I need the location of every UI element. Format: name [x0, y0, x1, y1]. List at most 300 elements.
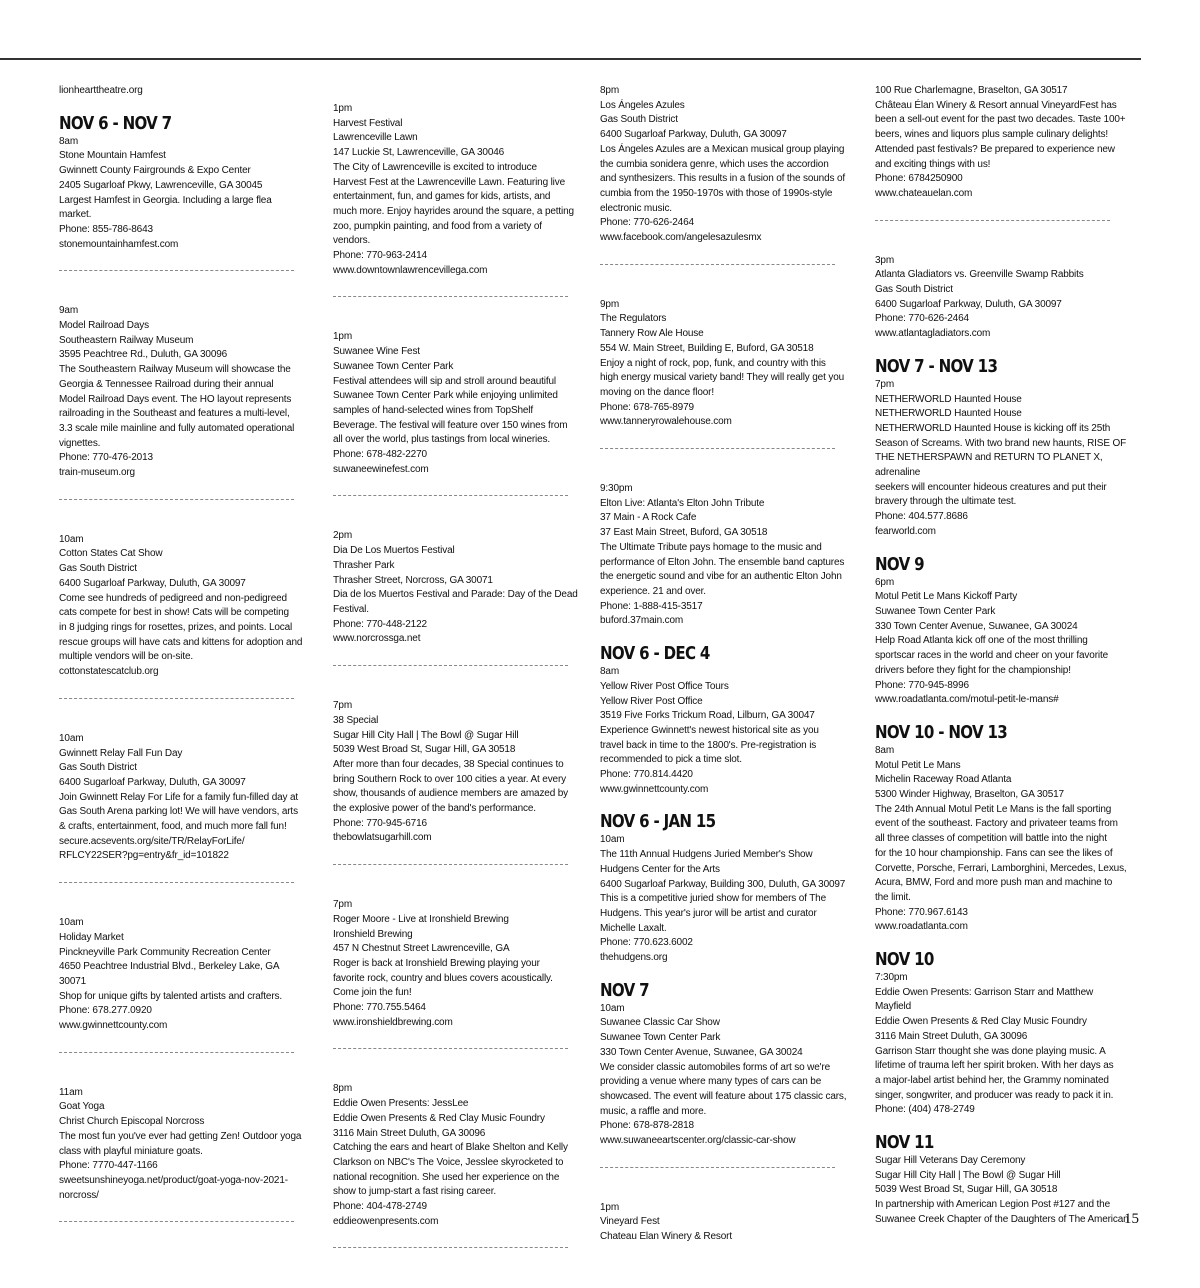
event-line: THE NETHERSPAWN and RETURN TO PLANET X, adrenaline	[875, 452, 1103, 479]
event-line: Michelin Raceway Road Atlanta	[875, 774, 1012, 786]
event-line: Los Ángeles Azules are a Mexican musical group playing	[600, 143, 845, 155]
date-heading: NOV 7	[600, 980, 649, 1001]
event-line: Festival attendees will sip and stroll around beautiful	[333, 375, 556, 387]
event-line: showcased. The event will feature about 175 classic cars,	[600, 1090, 847, 1102]
event-line: The 24th Annual Motul Petit Le Mans is the fall sporting	[875, 803, 1112, 815]
event-line: a major-label artist behind her, the Grammy nominated	[875, 1074, 1109, 1086]
date-heading: NOV 11	[875, 1133, 934, 1154]
date-section	[600, 811, 858, 833]
event-line: buford.37main.com	[600, 615, 684, 627]
event-line: Phone: 770.814.4420	[600, 769, 693, 781]
event-line: Phone: 770.755.5464	[333, 1002, 426, 1014]
event-separator	[333, 864, 568, 865]
event-line: Eddie Owen Presents & Red Clay Music Foundry	[875, 1016, 1087, 1028]
column-1	[59, 84, 309, 1255]
event-separator	[333, 1247, 568, 1248]
event-line: 8am	[875, 744, 895, 756]
event-line: Phone: 855-786-8643	[59, 223, 153, 235]
event-line: Sugar Hill Veterans Day Ceremony	[875, 1155, 1026, 1167]
event-line: Experience Gwinnett's newest historical site as you	[600, 724, 819, 736]
event-line: Suwanee Classic Car Show	[600, 1017, 720, 1029]
event-line: 2pm	[333, 530, 353, 542]
date-section	[59, 113, 309, 135]
event-line: 8am	[59, 135, 79, 147]
event-line: We consider classic automobiles forms of art so we're	[600, 1061, 830, 1073]
date-section	[875, 949, 1133, 971]
event-separator	[59, 270, 294, 271]
event-line: Southeastern Railway Museum	[59, 334, 194, 346]
event-line: suwaneewinefest.com	[333, 463, 429, 475]
event-line: Harvest Fest at the Lawrenceville Lawn. Featuring live	[333, 176, 566, 188]
event-line: lifetime of trauma left her spirit broken. With her days as	[875, 1060, 1114, 1072]
date-section	[600, 980, 858, 1002]
event-line: 10am	[600, 1002, 625, 1014]
event-line: sportscar races in the world and cheer on your favorite	[875, 650, 1108, 662]
event-line: bravery through the ultimate test.	[875, 496, 1017, 508]
event-line: Phone: 678-765-8979	[600, 401, 694, 413]
event-line: Gas South District	[59, 563, 137, 575]
event-listing	[875, 1154, 1133, 1228]
event-line: vendors.	[333, 235, 371, 247]
column-4	[875, 84, 1133, 1228]
event-line: beers, wines and liquors plus sample culinary delights!	[875, 129, 1108, 141]
event-line: This is a competitive juried show for members of The	[600, 893, 826, 905]
event-line: RFLCY22SER?pg=entry&fr_id=101822	[59, 850, 229, 862]
event-line: Phone: 6784250900	[875, 173, 963, 185]
event-line: Shop for unique gifts by talented artists and crafters.	[59, 990, 282, 1002]
event-listing	[875, 744, 1133, 935]
event-line: 6400 Sugarloaf Parkway, Duluth, GA 30097	[59, 776, 246, 788]
event-line: NETHERWORLD Haunted House	[875, 393, 1022, 405]
event-separator	[59, 882, 294, 883]
event-line: seekers will encounter hideous creatures and put their	[875, 481, 1107, 493]
event-line: Sugar Hill City Hall | The Bowl @ Sugar Hill	[333, 729, 519, 741]
event-line: sweetsunshineyoga.net/product/goat-yoga-nov-2021-	[59, 1174, 288, 1186]
event-line: After more than four decades, 38 Special continues to	[333, 758, 564, 770]
event-line: 4650 Peachtree Industrial Blvd., Berkeley Lake, GA	[59, 961, 280, 973]
event-line: Mayfield	[875, 1001, 912, 1013]
event-line: The Southeastern Railway Museum will showcase the	[59, 364, 291, 376]
event-line: Hudgens. This year's juror will be artist and curator	[600, 907, 817, 919]
event-line: Join Gwinnett Relay For Life for a family fun-filled day at	[59, 791, 299, 803]
event-line: Enjoy a night of rock, pop, funk, and country with this	[600, 357, 826, 369]
event-line: 1pm	[600, 1201, 620, 1213]
event-separator	[333, 665, 568, 666]
event-line: 7pm	[333, 700, 353, 712]
event-line: providing a venue where many types of cars can be	[600, 1076, 822, 1088]
event-line: cottonstatescatclub.org	[59, 666, 159, 678]
event-line: electronic music.	[600, 202, 672, 214]
event-line: 8am	[600, 666, 620, 678]
event-line: NETHERWORLD Haunted House	[875, 408, 1022, 420]
event-line: Phone: 404.577.8686	[875, 511, 968, 523]
event-line: 3116 Main Street Duluth, GA 30096	[875, 1030, 1028, 1042]
event-line: show to jump-start a fast rising career.	[333, 1186, 496, 1198]
event-line: Gas South District	[600, 114, 678, 126]
event-line: 3pm	[875, 254, 895, 266]
event-line: Vineyard Fest	[600, 1216, 660, 1228]
event-line: Cotton States Cat Show	[59, 548, 163, 560]
event-line: NETHERWORLD Haunted House is kicking off its 25th	[875, 422, 1111, 434]
event-separator	[875, 220, 1110, 221]
event-line: 5039 West Broad St, Sugar Hill, GA 30518	[875, 1184, 1058, 1196]
event-line: Season of Screams. With two brand new haunts, RISE OF	[875, 437, 1127, 449]
event-separator	[600, 1167, 835, 1168]
event-line: 9:30pm	[600, 483, 633, 495]
event-line: Phone: 770-626-2464	[600, 217, 694, 229]
event-line: Gas South Arena parking lot! We will have vendors, arts	[59, 806, 298, 818]
event-line: class with playful miniature goats.	[59, 1145, 203, 1157]
event-line: 330 Town Center Avenue, Suwanee, GA 30024	[600, 1046, 803, 1058]
event-separator	[333, 296, 568, 297]
event-listing	[600, 1002, 858, 1149]
event-line: Eddie Owen Presents & Red Clay Music Foundry	[333, 1112, 545, 1124]
event-line: and synthesizers. This results in a fusion of the sounds of	[600, 173, 845, 185]
event-line: 3.3 scale mile mainline and fully automated operational	[59, 422, 295, 434]
event-listing	[333, 330, 585, 477]
event-line: 7pm	[333, 899, 353, 911]
event-line: Garrison Starr thought she was done playing music. A	[875, 1045, 1106, 1057]
event-line: Motul Petit Le Mans	[875, 759, 961, 771]
event-line: 3519 Five Forks Trickum Road, Lilburn, GA 30047	[600, 710, 815, 722]
event-line: 10am	[59, 533, 84, 545]
event-line: 1pm	[333, 103, 353, 114]
event-line: Phone: 770-476-2013	[59, 452, 153, 464]
event-line: 6400 Sugarloaf Parkway, Duluth, GA 30097	[59, 577, 246, 589]
event-line: train-museum.org	[59, 467, 135, 479]
date-section	[875, 356, 1133, 378]
event-line: Phone: (404) 478-2749	[875, 1104, 975, 1116]
event-line: Phone: 770-448-2122	[333, 618, 427, 630]
event-line: vignettes.	[59, 437, 101, 449]
event-line: 554 W. Main Street, Building E, Buford, GA 30518	[600, 342, 814, 354]
event-line: Suwanee Town Center Park	[875, 605, 996, 617]
event-line: Dia De Los Muertos Festival	[333, 545, 455, 557]
event-separator	[333, 1048, 568, 1049]
event-line: Château Élan Winery & Resort annual VineyardFest has	[875, 99, 1117, 111]
event-line: 7pm	[875, 378, 895, 390]
event-line: Suwanee Wine Fest	[333, 346, 420, 358]
event-line: Lawrenceville Lawn	[333, 132, 418, 144]
event-line: Hudgens Center for the Arts	[600, 863, 720, 875]
event-line: 30071	[59, 975, 87, 987]
event-line: Thrasher Park	[333, 559, 395, 571]
event-line: eddieowenpresents.com	[333, 1215, 439, 1227]
event-listing	[600, 298, 858, 430]
event-line: Catching the ears and heart of Blake Shelton and Kelly	[333, 1142, 568, 1154]
event-line: Atlanta Gladiators vs. Greenville Swamp Rabbits	[875, 269, 1084, 281]
event-line: stonemountainhamfest.com	[59, 238, 179, 250]
event-line: The most fun you've ever had getting Zen! Outdoor yoga	[59, 1130, 302, 1142]
event-line: secure.acsevents.org/site/TR/RelayForLife/	[59, 835, 245, 847]
event-line: Come see hundreds of pedigreed and non-pedigreed	[59, 592, 287, 604]
date-heading: NOV 6 - JAN 15	[600, 812, 716, 833]
date-heading: NOV 10 - NOV 13	[875, 722, 1008, 743]
event-line: Chateau Elan Winery & Resort	[600, 1231, 732, 1243]
event-line: Phone: 678.277.0920	[59, 1005, 152, 1017]
date-heading: NOV 6 - DEC 4	[600, 644, 710, 665]
event-line: the cumbia sonidera genre, which uses the accordion	[600, 158, 829, 170]
event-line: Phone: 7770-447-1166	[59, 1160, 158, 1172]
event-line: 6pm	[875, 576, 895, 588]
event-line: show, thousands of audience members are amazed by	[333, 788, 569, 800]
event-listing	[59, 916, 309, 1034]
event-line: Phone: 770.967.6143	[875, 906, 968, 918]
event-line: all over the world, plus tastings from local wineries.	[333, 434, 550, 446]
event-line: Michelle Laxalt.	[600, 922, 667, 934]
event-line: www.atlantagladiators.com	[875, 328, 991, 340]
date-heading: NOV 9	[875, 554, 924, 575]
event-line: Ironshield Brewing	[333, 928, 413, 940]
event-line: Suwanee Town Center Park while enjoying unlimited	[333, 390, 558, 402]
event-line: Thrasher Street, Norcross, GA 30071	[333, 574, 493, 586]
event-line: Phone: 1-888-415-3517	[600, 600, 703, 612]
event-line: 8pm	[600, 85, 620, 96]
event-line: Phone: 770-626-2464	[875, 313, 969, 325]
event-line: www.gwinnettcounty.com	[600, 783, 709, 795]
event-line: Yellow River Post Office	[600, 695, 703, 707]
event-line: 3116 Main Street Duluth, GA 30096	[333, 1127, 486, 1139]
event-line: moving on the dance floor!	[600, 386, 714, 398]
event-line: the explosive power of the band's performance.	[333, 803, 536, 815]
date-heading: NOV 10	[875, 950, 934, 971]
event-line: Los Ángeles Azules	[600, 99, 685, 111]
event-line: multiple vendors will be on-site.	[59, 651, 194, 663]
event-line: Harvest Festival	[333, 117, 403, 129]
event-line: 9pm	[600, 298, 620, 310]
event-line: The Ultimate Tribute pays homage to the music and	[600, 541, 822, 553]
event-line: Suwanee Town Center Park	[333, 360, 454, 372]
event-line: singer, songwriter, and producer was ready to pack it in.	[875, 1089, 1114, 1101]
top-rule	[0, 58, 1141, 60]
event-line: 7:30pm	[875, 972, 908, 984]
event-line: favorite rock, country and blues covers acoustically.	[333, 972, 553, 984]
event-line: national recognition. She used her experience on the	[333, 1171, 560, 1183]
event-line: Stone Mountain Hamfest	[59, 150, 166, 162]
event-line: Roger is back at Ironshield Brewing playing your	[333, 957, 540, 969]
event-line: Eddie Owen Presents: Garrison Starr and Matthew	[875, 986, 1094, 998]
event-line: 6400 Sugarloaf Parkway, Building 300, Duluth, GA 30097	[600, 878, 846, 890]
event-listing	[333, 699, 585, 846]
event-line: music, a raffle and more.	[600, 1105, 707, 1117]
event-line: Motul Petit Le Mans Kickoff Party	[875, 591, 1018, 603]
event-line: the limit.	[875, 891, 911, 903]
event-listing	[875, 971, 1133, 1118]
event-line: www.gwinnettcounty.com	[59, 1020, 168, 1032]
event-line: Yellow River Post Office Tours	[600, 680, 729, 692]
event-listing	[875, 84, 1133, 202]
event-listing	[875, 254, 1133, 342]
event-listing	[600, 665, 858, 797]
event-line: In partnership with American Legion Post #127 and the	[875, 1199, 1110, 1211]
continued-text	[59, 84, 309, 99]
event-line: been a sell-out event for the past two decades. Taste 100+	[875, 114, 1126, 126]
event-line: thehudgens.org	[600, 952, 668, 964]
event-line: samples of hand-selected wines from TopShelf	[333, 404, 533, 416]
event-line: www.chateauelan.com	[875, 187, 973, 199]
event-line: fearworld.com	[875, 525, 936, 537]
event-line: in 8 judging rings for rosettes, prizes, and points. Local	[59, 621, 293, 633]
event-line: market.	[59, 209, 92, 221]
event-line: Help Road Atlanta kick off one of the most thrilling	[875, 635, 1088, 647]
event-line: www.roadatlanta.com	[875, 921, 968, 933]
event-line: 38 Special	[333, 714, 379, 726]
event-line: Phone: 678-878-2818	[600, 1120, 694, 1132]
column-2	[333, 84, 585, 1281]
event-line: Georgia & Tennessee Railroad during their annual	[59, 378, 274, 390]
event-line: Clarkson on NBC's The Voice, Jesslee skyrocketed to	[333, 1156, 564, 1168]
event-line: Acura, BMW, Ford and more push man and machine to	[875, 877, 1113, 889]
event-listing	[59, 1086, 309, 1204]
date-heading: NOV 6 - NOV 7	[59, 113, 172, 134]
event-line: 10am	[59, 917, 84, 929]
event-line: 10am	[600, 834, 625, 846]
event-line: for the 10 hour championship. Fans can see the likes of	[875, 847, 1113, 859]
event-line: Tannery Row Ale House	[600, 328, 704, 340]
page-number: 15	[1124, 1211, 1139, 1227]
event-line: Suwanee Creek Chapter of the Daughters of The American	[875, 1213, 1129, 1225]
event-separator	[59, 1221, 294, 1222]
event-line: 6400 Sugarloaf Parkway, Duluth, GA 30097	[875, 298, 1062, 310]
column-spacer	[333, 84, 585, 102]
event-line: Model Railroad Days	[59, 320, 149, 332]
event-line: www.ironshieldbrewing.com	[333, 1016, 453, 1028]
event-line: Beverage. The festival will feature over 150 wines from	[333, 419, 568, 431]
event-line: www.downtownlawrencevillega.com	[333, 264, 488, 276]
event-listing	[333, 898, 585, 1030]
event-line: www.roadatlanta.com/motul-petit-le-mans#	[875, 694, 1059, 706]
event-line: Gwinnett County Fairgrounds & Expo Center	[59, 165, 251, 177]
date-section	[875, 1132, 1133, 1154]
event-line: 9am	[59, 305, 79, 317]
event-line: Come join the fun!	[333, 987, 412, 999]
event-line: The 11th Annual Hudgens Juried Member's Show	[600, 849, 813, 861]
event-line: 8pm	[333, 1083, 353, 1095]
event-line: 37 East Main Street, Buford, GA 30518	[600, 527, 768, 539]
event-line: Elton Live: Atlanta's Elton John Tribute	[600, 497, 765, 509]
date-section	[875, 554, 1133, 576]
event-line: Roger Moore - Live at Ironshield Brewing	[333, 913, 509, 925]
event-line: railroading in the Southeast and features a multi-level,	[59, 408, 290, 420]
event-line: Phone: 678-482-2270	[333, 449, 427, 461]
event-line: Phone: 770-963-2414	[333, 250, 427, 262]
event-line: Eddie Owen Presents: JessLee	[333, 1098, 469, 1110]
event-line: event of the southeast. Factory and privateer teams from	[875, 818, 1118, 830]
event-line: cats compete for best in show! Cats will be competing	[59, 607, 289, 619]
event-listing	[600, 482, 858, 629]
date-section	[875, 722, 1133, 744]
event-line: The Regulators	[600, 313, 667, 325]
event-line: Goat Yoga	[59, 1101, 105, 1113]
event-line: and exciting things with us!	[875, 158, 991, 170]
event-line: & crafts, entertainment, food, and much more fall fun!	[59, 821, 287, 833]
column-3	[600, 84, 858, 1245]
date-heading: NOV 7 - NOV 13	[875, 356, 998, 377]
event-line: high energy musical variety band! They will really get you	[600, 372, 845, 384]
event-listing	[59, 135, 309, 253]
event-line: much more. Enjoy hayrides around the square, a petting	[333, 205, 574, 217]
event-line: 147 Luckie St, Lawrenceville, GA 30046	[333, 147, 505, 159]
event-listing	[875, 576, 1133, 708]
event-separator	[59, 499, 294, 500]
event-listing	[600, 833, 858, 965]
event-line: Phone: 770-945-6716	[333, 817, 427, 829]
event-line: 6400 Sugarloaf Parkway, Duluth, GA 30097	[600, 129, 787, 141]
event-listing	[600, 84, 858, 246]
event-listing	[59, 533, 309, 680]
event-line: Corvette, Porsche, Ferrari, Lamborghini, Mercedes, Lexus,	[875, 862, 1127, 874]
event-line: zoo, pumpkin painting, and food from a variety of	[333, 220, 542, 232]
event-line: 5039 West Broad St, Sugar Hill, GA 30518	[333, 744, 516, 756]
event-line: Gas South District	[59, 762, 137, 774]
event-line: Suwanee Town Center Park	[600, 1032, 721, 1044]
event-line: The City of Lawrenceville is excited to introduce	[333, 161, 537, 173]
event-line: www.facebook.com/angelesazulesmx	[600, 232, 762, 244]
event-line: Phone: 770-945-8996	[875, 679, 969, 691]
event-line: performance of Elton John. The ensemble band captures	[600, 556, 845, 568]
event-separator	[600, 264, 835, 265]
event-line: Largest Hamfest in Georgia. Including a large flea	[59, 194, 272, 206]
event-listing	[59, 304, 309, 480]
event-line: the energetic sound and vibe for an authentic Elton John	[600, 571, 842, 583]
event-line: bring Southern Rock to over 100 cities a year. At every	[333, 773, 566, 785]
event-line: 2405 Sugarloaf Pkwy, Lawrenceville, GA 30045	[59, 179, 263, 191]
event-line: rescue groups will have cats and kittens for adoption and	[59, 636, 303, 648]
event-line: thebowlatsugarhill.com	[333, 832, 432, 844]
event-line: Phone: 404-478-2749	[333, 1201, 427, 1213]
event-line: lionhearttheatre.org	[59, 85, 143, 96]
event-line: recommended to pick a time slot.	[600, 754, 742, 766]
event-line: www.suwaneeartscenter.org/classic-car-show	[600, 1135, 796, 1147]
event-line: 5300 Winder Highway, Braselton, GA 30517	[875, 789, 1064, 801]
event-line: Gwinnett Relay Fall Fun Day	[59, 747, 183, 759]
event-line: 10am	[59, 732, 84, 744]
event-line: Sugar Hill City Hall | The Bowl @ Sugar Hill	[875, 1169, 1061, 1181]
event-line: Attended past festivals? Be prepared to experience new	[875, 143, 1115, 155]
event-line: Pinckneyville Park Community Recreation Center	[59, 946, 271, 958]
event-line: 37 Main - A Rock Cafe	[600, 512, 697, 524]
event-line: all three classes of competition will battle into the night	[875, 833, 1107, 845]
event-line: Dia de los Muertos Festival and Parade: Day of the Dead	[333, 589, 578, 601]
event-line: travel back in time to the 1800's. Pre-registration is	[600, 739, 817, 751]
event-line: cumbia from the 1950-1970s with those of 1990s-style	[600, 187, 833, 199]
event-line: Gas South District	[875, 284, 953, 296]
event-listing	[59, 732, 309, 864]
event-line: experience. 21 and over.	[600, 585, 706, 597]
event-listing	[333, 102, 585, 278]
event-line: Festival.	[333, 603, 369, 615]
event-line: 330 Town Center Avenue, Suwanee, GA 30024	[875, 620, 1078, 632]
event-line: Holiday Market	[59, 931, 124, 943]
event-line: Phone: 770.623.6002	[600, 937, 693, 949]
event-line: www.tanneryrowalehouse.com	[600, 416, 732, 428]
event-line: norcross/	[59, 1189, 99, 1201]
event-line: drivers before they fight for the championship!	[875, 664, 1071, 676]
event-line: 100 Rue Charlemagne, Braselton, GA 30517	[875, 85, 1068, 96]
event-line: entertainment, fun, and games for kids, artists, and	[333, 191, 551, 203]
event-line: Model Railroad Days event. The HO layout represents	[59, 393, 292, 405]
event-separator	[59, 1052, 294, 1053]
event-line: 11am	[59, 1086, 83, 1098]
event-listing	[875, 378, 1133, 540]
date-section	[600, 643, 858, 665]
event-line: 457 N Chestnut Street Lawrenceville, GA	[333, 943, 510, 955]
event-listing	[600, 1201, 858, 1245]
event-separator	[333, 495, 568, 496]
event-listing	[333, 529, 585, 647]
event-listing	[333, 1082, 585, 1229]
event-line: 1pm	[333, 331, 353, 343]
